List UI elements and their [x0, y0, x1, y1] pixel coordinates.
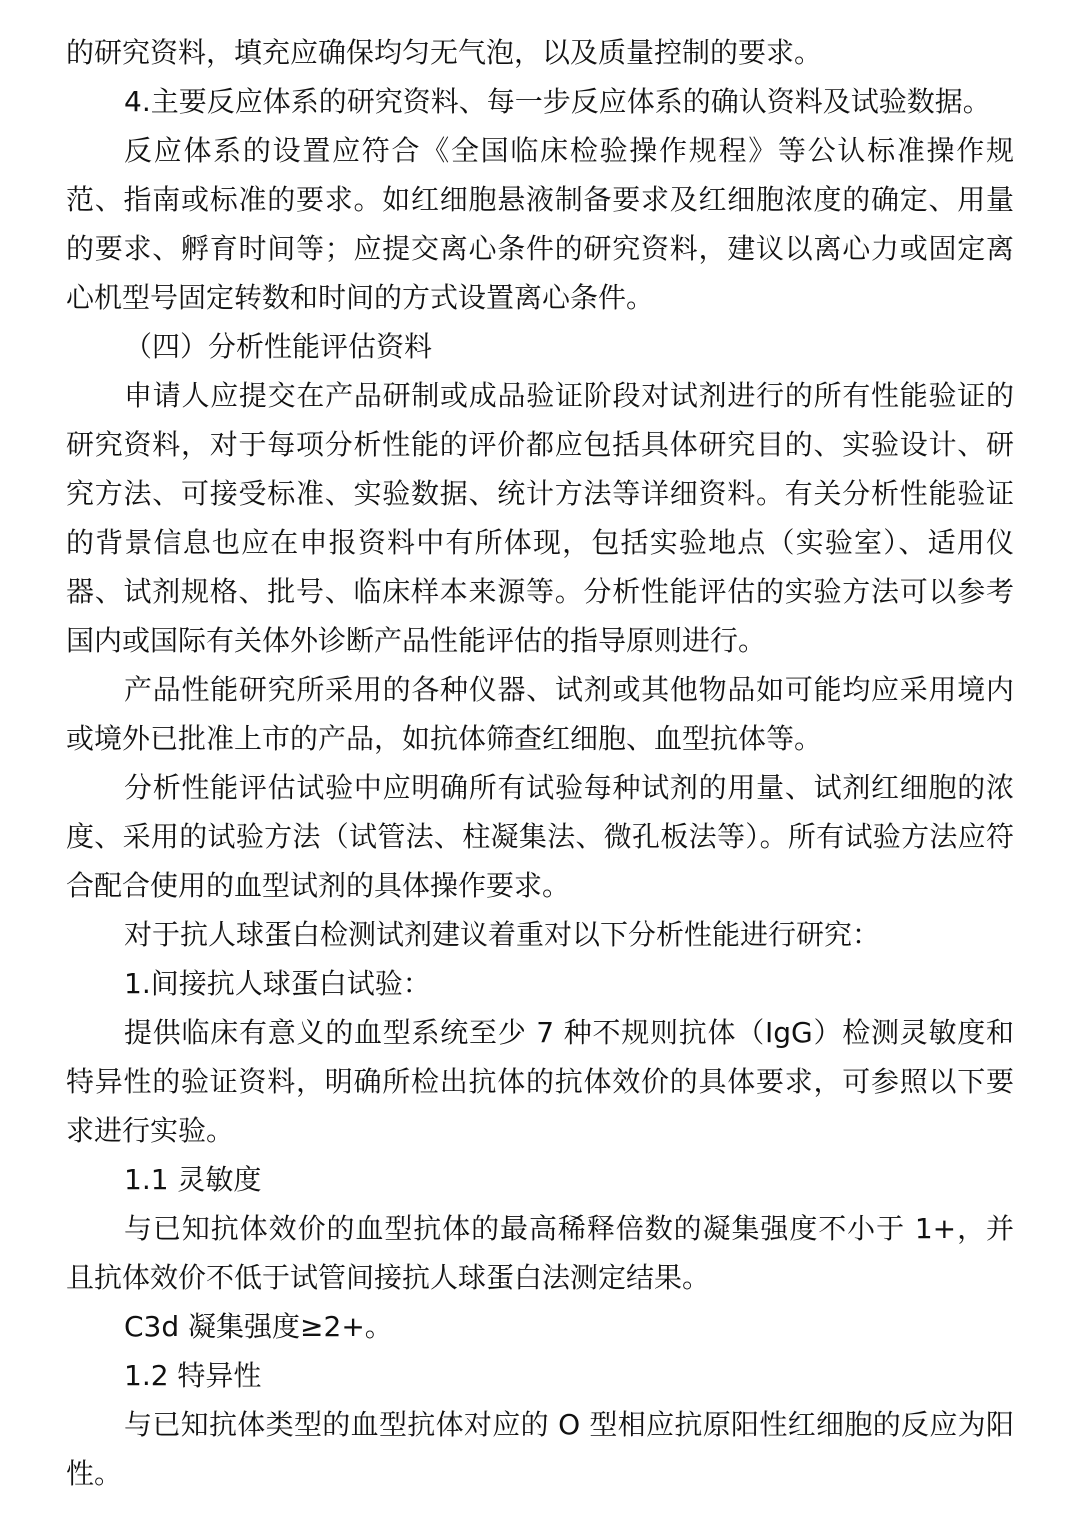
paragraph-specificity: 与已知抗体类型的血型抗体对应的 O 型相应抗原阳性红细胞的反应为阳性。 — [66, 1408, 1014, 1490]
paragraph-test-methods: 分析性能评估试验中应明确所有试验每种试剂的用量、试剂红细胞的浓度、采用的试验方法（试管法、柱凝集法、微孔板法等）。所有试验方法应符合配合使用的血型试剂的具体操作要求。 — [66, 771, 1014, 902]
section-heading-analytical-performance: （四）分析性能评估资料 — [124, 330, 433, 363]
paragraph-instruments: 产品性能研究所采用的各种仪器、试剂或其他物品如可能均应采用境内或境外已批准上市的产品，如抗体筛查红细胞、血型抗体等。 — [66, 673, 1014, 755]
paragraph-irregular-antibodies: 提供临床有意义的血型系统至少 7 种不规则抗体（IgG）检测灵敏度和特异性的验证资料，明确所检出抗体的抗体效价的具体要求，可参照以下要求进行实验。 — [66, 1016, 1014, 1147]
paragraph-c3d: C3d 凝集强度≥2+。 — [124, 1310, 393, 1343]
paragraph-sensitivity: 与已知抗体效价的血型抗体的最高稀释倍数的凝集强度不小于 1+，并且抗体效价不低于试管间接抗人球蛋白法测定结果。 — [66, 1212, 1014, 1294]
paragraph-reaction-system: 反应体系的设置应符合《全国临床检验操作规程》等公认标准操作规范、指南或标准的要求。如红细胞悬液制备要求及红细胞浓度的确定、用量的要求、孵育时间等；应提交离心条件的研究资料，建议以离心力或固定离心机型号固定转数和时间的方式设置离心条件。 — [66, 134, 1014, 314]
paragraph-performance-data: 申请人应提交在产品研制或成品验证阶段对试剂进行的所有性能验证的研究资料，对于每项分析性能的评价都应包括具体研究目的、实验设计、研究方法、可接受标准、实验数据、统计方法等详细资料。有关分析性能验证的背景信息也应在申报资料中有所体现，包括实验地点（实验室）、适用仪器、试剂规格、批号、临床样本来源等。分析性能评估的实验方法可以参考国内或国际有关体外诊断产品性能评估的指导原则进行。 — [66, 379, 1014, 657]
heading-indirect-antiglobulin: 1.间接抗人球蛋白试验： — [124, 967, 431, 1000]
heading-sensitivity: 1.1 灵敏度 — [124, 1163, 262, 1196]
paragraph-continuation: 的研究资料，填充应确保均匀无气泡，以及质量控制的要求。 — [66, 36, 823, 69]
heading-specificity: 1.2 特异性 — [124, 1359, 262, 1392]
paragraph-reaction-system-heading: 4.主要反应体系的研究资料、每一步反应体系的确认资料及试验数据。 — [124, 85, 991, 118]
paragraph-antiglobulin-intro: 对于抗人球蛋白检测试剂建议着重对以下分析性能进行研究： — [124, 918, 881, 951]
